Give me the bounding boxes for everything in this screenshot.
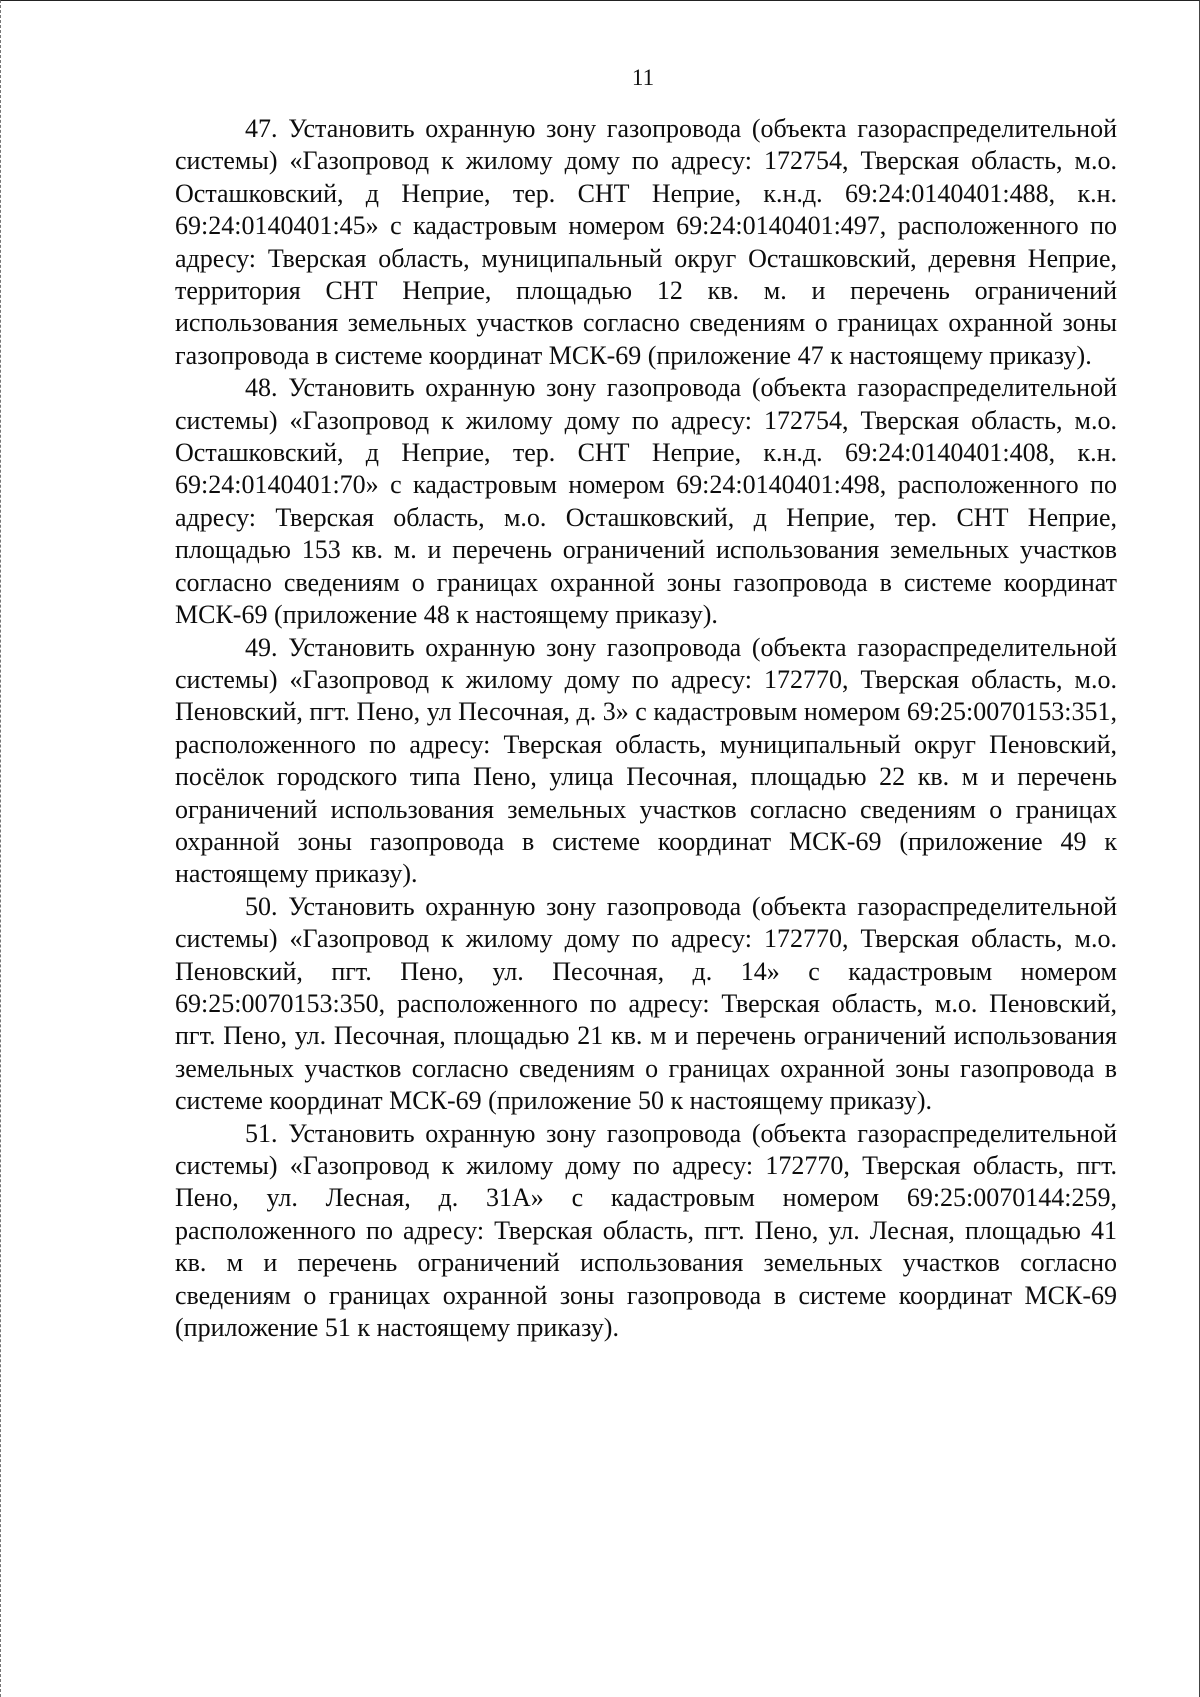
paragraph-item-48: 48. Установить охранную зону газопровода (объекта газораспределительной системы) «Газопровод к жилому дому по адресу: 172754, Тверская область, м.о. Осташковский, д Неприе, тер. СНТ Неприе, к.н.д. 69:24:0140401:408, к.н. 69:24:0140401:70» с кадастровым номером 69:24:0140401:498, расположенного по адресу: Тверская область, м.о. Осташковский, д Неприе, тер. СНТ Неприе, площадью 153 кв. м. и перечень ограничений использования земельных участков согласно сведениям о границах охранной зоны газопровода в системе координат МСК-69 (приложение 48 к настоящему приказу). [175,373,1117,630]
paragraph-item-51: 51. Установить охранную зону газопровода (объекта газораспределительной системы) «Газопровод к жилому дому по адресу: 172770, Тверская область, пгт. Пено, ул. Лесная, д. 31А» с кадастровым номером 69:25:0070144:259, расположенного по адресу: Тверская область, пгт. Пено, ул. Лесная, площадью 41 кв. м и перечень ограничений использования земельных участков согласно сведениям о границах охранной зоны газопровода в системе координат МСК-69 (приложение 51 к настоящему приказу). [175,1118,1117,1343]
document-body [175,113,1117,1344]
paragraph-item-50: 50. Установить охранную зону газопровода (объекта газораспределительной системы) «Газопровод к жилому дому по адресу: 172770, Тверская область, м.о. Пеновский, пгт. Пено, ул. Песочная, д. 14» с кадастровым номером 69:25:0070153:350, расположенного по адресу: Тверская область, м.о. Пеновский, пгт. Пено, ул. Песочная, площадью 21 кв. м и перечень ограничений использования земельных участков согласно сведениям о границах охранной зоны газопровода в системе координат МСК-69 (приложение 50 к настоящему приказу). [175,891,1117,1116]
paragraph-item-49: 49. Установить охранную зону газопровода (объекта газораспределительной системы) «Газопровод к жилому дому по адресу: 172770, Тверская область, м.о. Пеновский, пгт. Пено, ул Песочная, д. 3» с кадастровым номером 69:25:0070153:351, расположенного по адресу: Тверская область, муниципальный округ Пеновский, посёлок городского типа Пено, улица Песочная, площадью 22 кв. м и перечень ограничений использования земельных участков согласно сведениям о границах охранной зоны газопровода в системе координат МСК-69 (приложение 49 к настоящему приказу). [175,632,1117,889]
paragraph-item-47: 47. Установить охранную зону газопровода (объекта газораспределительной системы) «Газопровод к жилому дому по адресу: 172754, Тверская область, м.о. Осташковский, д Неприе, тер. СНТ Неприе, к.н.д. 69:24:0140401:488, к.н. 69:24:0140401:45» с кадастровым номером 69:24:0140401:497, расположенного по адресу: Тверская область, муниципальный округ Осташковский, деревня Неприе, территория СНТ Неприе, площадью 12 кв. м. и перечень ограничений использования земельных участков согласно сведениям о границах охранной зоны газопровода в системе координат МСК-69 (приложение 47 к настоящему приказу). [175,114,1117,370]
page-number: 11 [631,65,655,90]
